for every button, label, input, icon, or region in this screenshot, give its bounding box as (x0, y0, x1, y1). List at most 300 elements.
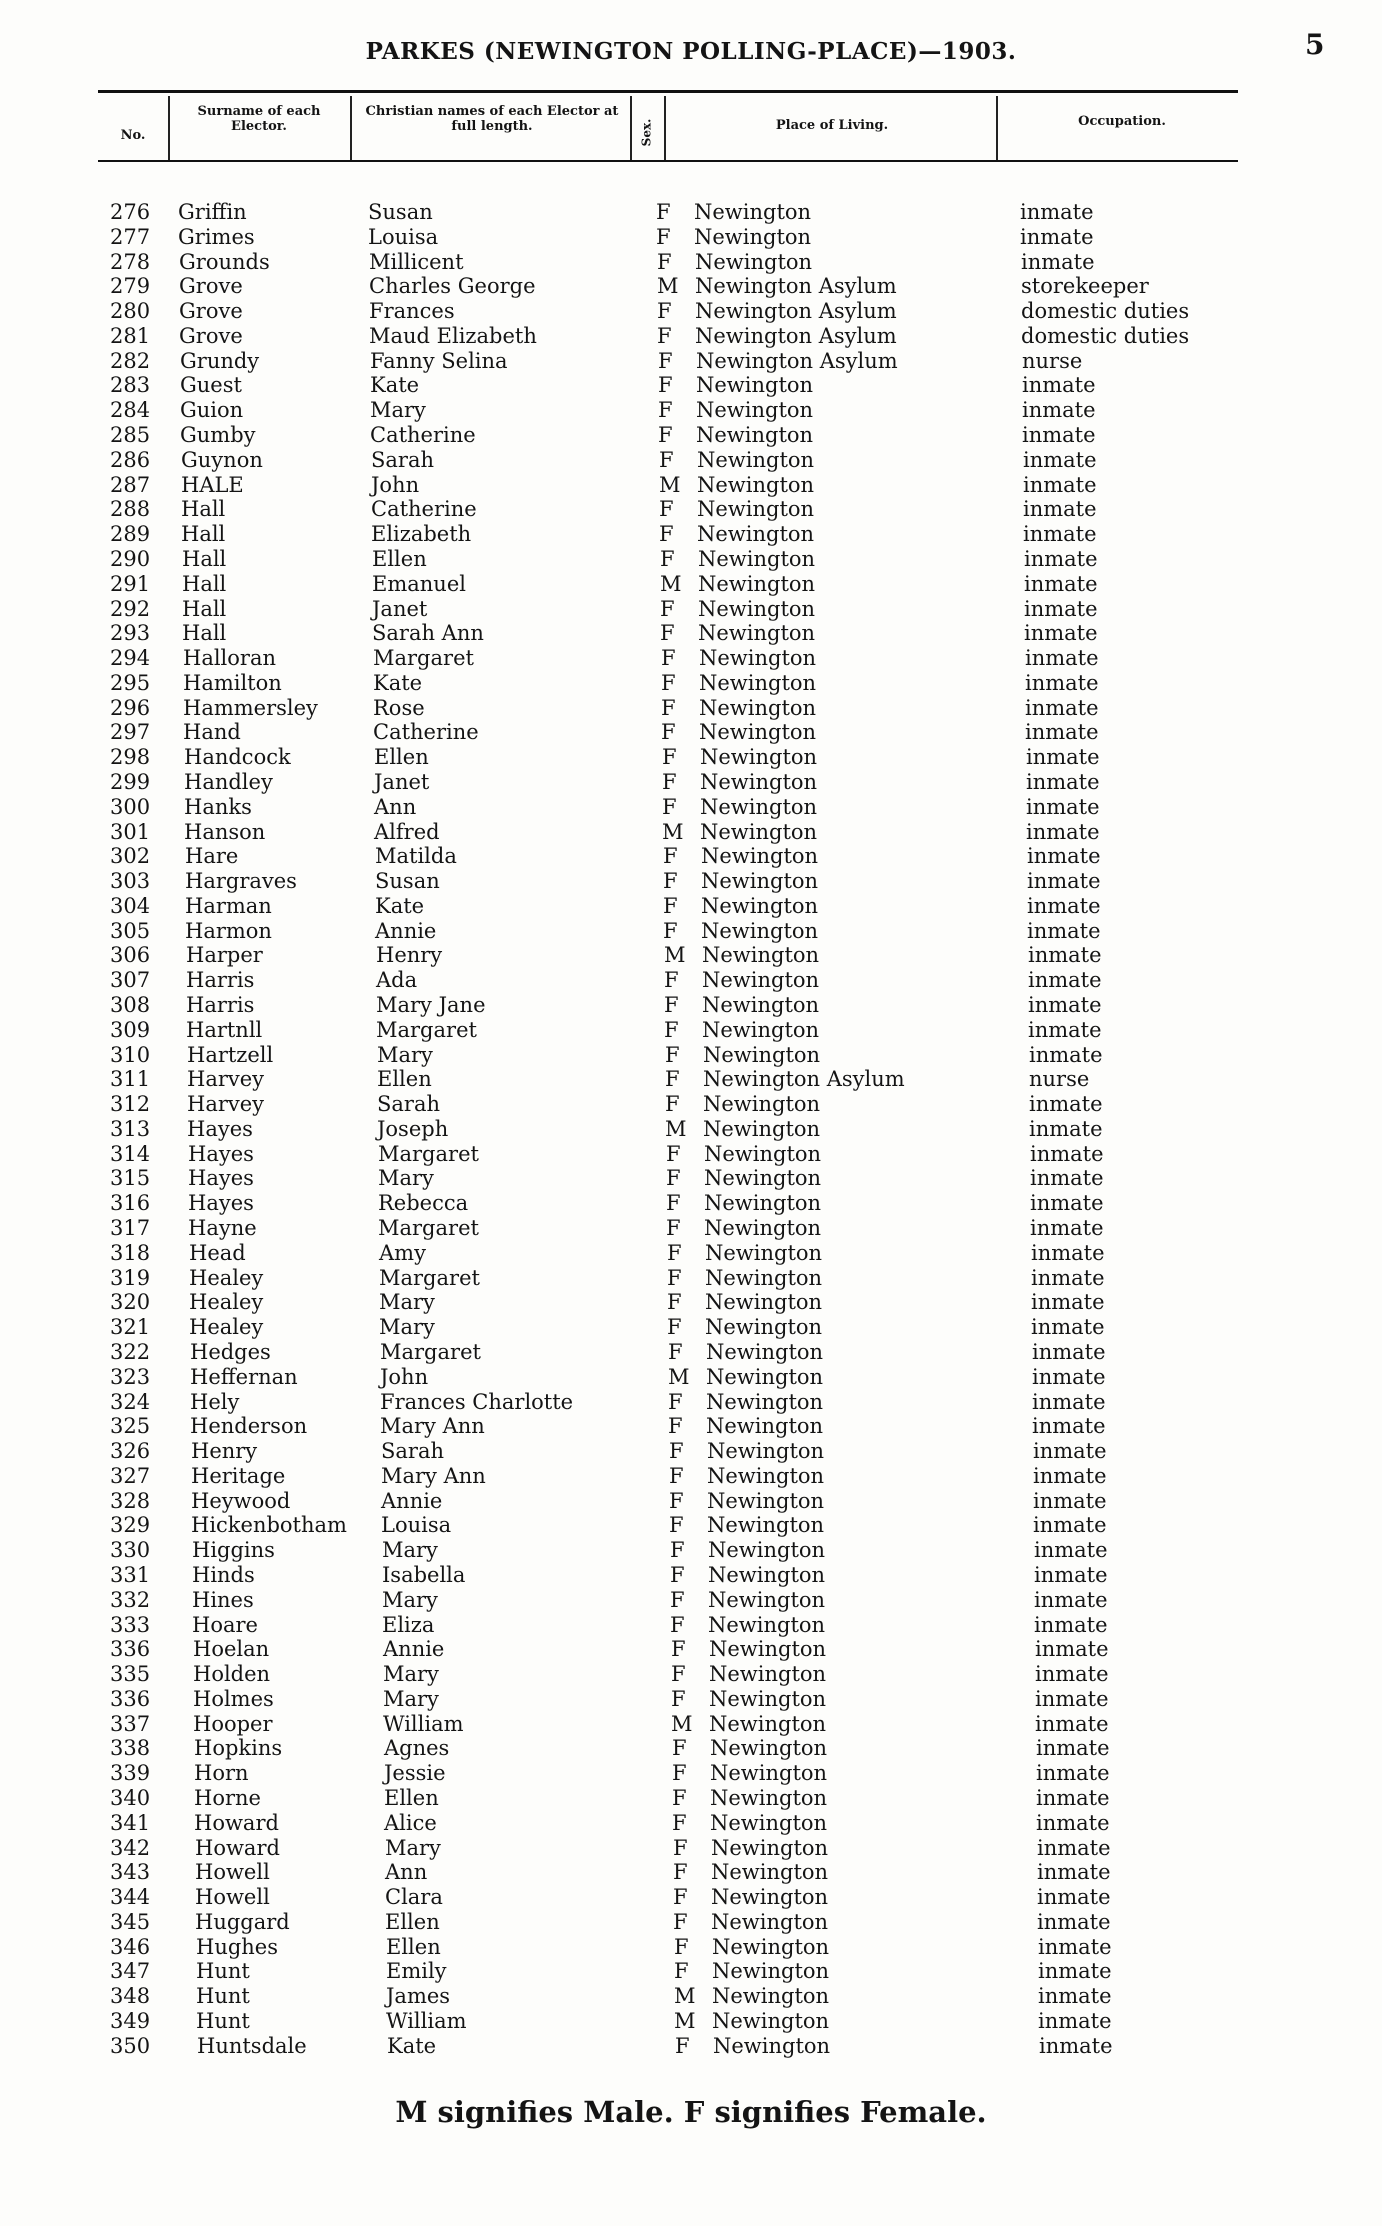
elector-sex: F (669, 1463, 684, 1488)
table-row (0, 1117, 1382, 1142)
elector-christian-names: Millicent (369, 249, 464, 274)
elector-place: Newington (711, 1909, 829, 1934)
elector-place: Newington (694, 224, 812, 249)
elector-surname: Grove (179, 323, 243, 348)
elector-number: 287 (110, 472, 151, 497)
elector-occupation: inmate (1029, 1116, 1103, 1141)
elector-occupation: inmate (1038, 1959, 1112, 1984)
elector-occupation: inmate (1030, 1216, 1104, 1241)
elector-place: Newington (713, 2033, 831, 2058)
elector-number: 347 (110, 1959, 151, 1984)
table-row (0, 646, 1382, 671)
elector-number: 312 (110, 1092, 151, 1117)
elector-number: 346 (110, 1934, 151, 1959)
table-row (0, 1142, 1382, 1167)
elector-number: 320 (110, 1290, 151, 1315)
elector-surname: Hely (190, 1389, 240, 1414)
table-row (0, 200, 1382, 225)
elector-sex: F (672, 1810, 687, 1835)
elector-sex: F (667, 1315, 682, 1340)
elector-number: 324 (110, 1389, 151, 1414)
elector-number: 288 (110, 497, 151, 522)
elector-place: Newington (698, 571, 816, 596)
elector-sex: F (672, 1736, 687, 1761)
table-row (0, 299, 1382, 324)
elector-sex: F (667, 1265, 682, 1290)
header-rule (98, 160, 1238, 162)
elector-christian-names: Alfred (374, 819, 440, 844)
elector-christian-names: Mary Ann (381, 1463, 486, 1488)
elector-christian-names: Henry (376, 943, 443, 968)
elector-surname: Hoelan (193, 1637, 270, 1662)
elector-christian-names: Margaret (379, 1265, 480, 1290)
elector-place: Newington (699, 720, 817, 745)
elector-number: 280 (110, 299, 151, 324)
elector-christian-names: Frances Charlotte (380, 1389, 574, 1414)
elector-occupation: inmate (1022, 423, 1096, 448)
elector-sex: F (675, 2033, 690, 2058)
elector-place: Newington (704, 1141, 822, 1166)
elector-occupation: inmate (1024, 621, 1098, 646)
elector-surname: Hall (182, 546, 227, 571)
table-row (0, 1340, 1382, 1365)
table-row (0, 1885, 1382, 1910)
elector-sex: M (665, 1116, 687, 1141)
elector-occupation: nurse (1022, 348, 1083, 373)
elector-sex: M (671, 1711, 693, 1736)
elector-place: Newington (711, 1835, 829, 1860)
elector-sex: F (658, 373, 673, 398)
elector-surname: Hand (183, 720, 241, 745)
table-row (0, 2009, 1382, 2034)
elector-number: 299 (110, 769, 151, 794)
elector-surname: Hayne (188, 1216, 257, 1241)
elector-christian-names: Annie (375, 918, 437, 943)
elector-number: 302 (110, 844, 151, 869)
table-row (0, 1241, 1382, 1266)
elector-place: Newington (696, 423, 814, 448)
elector-surname: Grove (179, 274, 243, 299)
table-row (0, 1166, 1382, 1191)
table-row (0, 993, 1382, 1018)
elector-occupation: inmate (1025, 670, 1099, 695)
elector-number: 337 (110, 1711, 151, 1736)
elector-number: 330 (110, 1538, 151, 1563)
table-row (0, 1018, 1382, 1043)
elector-surname: Holmes (193, 1686, 274, 1711)
elector-occupation: inmate (1028, 993, 1102, 1017)
table-row (0, 1489, 1382, 1514)
table-row (0, 1414, 1382, 1439)
elector-christian-names: Eliza (382, 1612, 435, 1637)
elector-number: 329 (110, 1513, 151, 1538)
elector-surname: Hall (182, 621, 227, 646)
elector-sex: F (663, 918, 678, 943)
elector-christian-names: Kate (373, 670, 423, 695)
table-row (0, 448, 1382, 473)
table-row (0, 943, 1382, 968)
elector-sex: F (669, 1488, 684, 1513)
elector-place: Newington (707, 1439, 825, 1464)
elector-occupation: domestic duties (1021, 323, 1190, 348)
elector-number: 322 (110, 1339, 151, 1364)
elector-christian-names: Janet (374, 769, 430, 794)
table-row (0, 1390, 1382, 1415)
elector-place: Newington (694, 200, 812, 224)
elector-surname: Hargraves (185, 869, 297, 894)
elector-surname: Howell (195, 1885, 270, 1910)
elector-christian-names: Ellen (385, 1909, 440, 1934)
elector-sex: F (671, 1637, 686, 1662)
elector-occupation: inmate (1024, 571, 1098, 596)
elector-place: Newington (697, 522, 815, 547)
elector-sex: F (661, 695, 676, 720)
elector-surname: Griffin (178, 200, 247, 224)
elector-christian-names: Annie (381, 1488, 443, 1513)
elector-surname: Hartzell (187, 1042, 274, 1067)
elector-christian-names: Mary (382, 1538, 438, 1563)
elector-place: Newington Asylum (695, 299, 897, 324)
elector-sex: F (667, 1290, 682, 1315)
elector-place: Newington (705, 1240, 823, 1265)
table-row (0, 1836, 1382, 1861)
elector-occupation: inmate (1035, 1711, 1109, 1736)
elector-number: 277 (110, 224, 151, 249)
elector-sex: F (665, 1042, 680, 1067)
elector-place: Newington (712, 2009, 830, 2034)
table-row (0, 1935, 1382, 1960)
elector-sex: F (673, 1860, 688, 1885)
elector-occupation: inmate (1034, 1562, 1108, 1587)
elector-surname: Harmon (185, 918, 272, 943)
elector-surname: Hall (181, 497, 226, 522)
elector-number: 316 (110, 1191, 151, 1216)
elector-number: 292 (110, 596, 151, 621)
elector-occupation: inmate (1031, 1290, 1105, 1315)
elector-number: 315 (110, 1166, 151, 1191)
elector-occupation: inmate (1037, 1885, 1111, 1910)
elector-place: Newington (708, 1562, 826, 1587)
elector-occupation: inmate (1024, 596, 1098, 621)
elector-surname: Hall (181, 522, 226, 547)
elector-place: Newington (707, 1463, 825, 1488)
elector-christian-names: Isabella (382, 1562, 466, 1587)
elector-number: 298 (110, 745, 151, 770)
elector-occupation: inmate (1029, 1092, 1103, 1117)
elector-sex: F (671, 1662, 686, 1687)
elector-surname: Howell (195, 1860, 270, 1885)
elector-number: 303 (110, 869, 151, 894)
elector-christian-names: Fanny Selina (370, 348, 508, 373)
elector-sex: F (674, 1934, 689, 1959)
table-row (0, 1266, 1382, 1291)
elector-place: Newington (705, 1315, 823, 1340)
elector-occupation: inmate (1028, 943, 1102, 968)
elector-occupation: inmate (1027, 893, 1101, 918)
elector-surname: Gumby (180, 423, 256, 448)
elector-surname: Henderson (190, 1414, 308, 1439)
elector-christian-names: Catherine (371, 497, 477, 522)
elector-christian-names: Kate (370, 373, 420, 398)
header-no: No. (120, 128, 146, 143)
elector-christian-names: Susan (368, 200, 433, 224)
elector-occupation: inmate (1034, 1612, 1108, 1637)
elector-christian-names: Rose (373, 695, 425, 720)
table-row (0, 1984, 1382, 2009)
elector-sex: F (657, 299, 672, 324)
elector-place: Newington (701, 893, 819, 918)
elector-surname: Howard (194, 1810, 279, 1835)
elector-occupation: inmate (1026, 769, 1100, 794)
elector-surname: Hall (182, 596, 227, 621)
elector-number: 321 (110, 1315, 151, 1340)
elector-place: Newington (708, 1612, 826, 1637)
column-divider (664, 96, 666, 160)
elector-occupation: inmate (1032, 1389, 1106, 1414)
elector-number: 342 (110, 1835, 151, 1860)
elector-christian-names: James (386, 1984, 451, 2009)
elector-number: 339 (110, 1761, 151, 1786)
elector-sex: M (668, 1364, 690, 1389)
elector-sex: F (674, 1959, 689, 1984)
elector-place: Newington (712, 1984, 830, 2009)
page-title: PARKES (NEWINGTON POLLING-PLACE)—1903. (365, 38, 1017, 65)
elector-sex: F (660, 546, 675, 571)
elector-number: 305 (110, 918, 151, 943)
elector-sex: M (662, 819, 684, 844)
elector-number: 335 (110, 1662, 151, 1687)
column-divider (630, 96, 632, 160)
elector-sex: F (668, 1339, 683, 1364)
elector-surname: Halloran (183, 646, 276, 671)
elector-number: 284 (110, 398, 151, 423)
elector-place: Newington (709, 1662, 827, 1687)
elector-surname: Holden (193, 1662, 271, 1687)
elector-number: 309 (110, 1017, 151, 1042)
header-place: Place of Living. (775, 118, 889, 133)
elector-sex: F (663, 844, 678, 869)
elector-christian-names: Jessie (384, 1761, 446, 1786)
elector-occupation: domestic duties (1021, 299, 1190, 324)
table-row (0, 1786, 1382, 1811)
elector-sex: F (661, 646, 676, 671)
elector-number: 323 (110, 1364, 151, 1389)
elector-christian-names: Clara (385, 1885, 443, 1910)
elector-occupation: inmate (1027, 844, 1101, 869)
elector-sex: F (672, 1761, 687, 1786)
elector-christian-names: Rebecca (378, 1191, 469, 1216)
elector-christian-names: Maud Elizabeth (369, 323, 537, 348)
table-row (0, 1043, 1382, 1068)
elector-surname: Huggard (195, 1909, 290, 1934)
elector-number: 343 (110, 1860, 151, 1885)
elector-place: Newington (709, 1637, 827, 1662)
elector-occupation: inmate (1033, 1513, 1107, 1538)
table-row (0, 2034, 1382, 2059)
sex-legend: M signifies Male. F signifies Female. (395, 2095, 987, 2129)
elector-occupation: inmate (1033, 1463, 1107, 1488)
table-row (0, 1290, 1382, 1315)
elector-place: Newington (697, 447, 815, 472)
elector-sex: M (674, 1984, 696, 2009)
top-rule (98, 90, 1238, 93)
elector-place: Newington (706, 1364, 824, 1389)
elector-occupation: inmate (1035, 1637, 1109, 1662)
table-row (0, 1811, 1382, 1836)
elector-christian-names: Elizabeth (371, 522, 472, 547)
elector-place: Newington (710, 1810, 828, 1835)
elector-number: 328 (110, 1488, 151, 1513)
elector-place: Newington (700, 819, 818, 844)
elector-place: Newington (702, 1017, 820, 1042)
elector-occupation: inmate (1023, 497, 1097, 522)
elector-occupation: inmate (1025, 646, 1099, 671)
elector-place: Newington (702, 943, 820, 968)
table-row (0, 1513, 1382, 1538)
elector-christian-names: Alice (384, 1810, 437, 1835)
elector-sex: F (666, 1216, 681, 1241)
elector-occupation: inmate (1035, 1686, 1109, 1711)
elector-occupation: nurse (1029, 1067, 1090, 1092)
elector-occupation: inmate (1032, 1339, 1106, 1364)
elector-number: 350 (110, 2033, 151, 2058)
elector-christian-names: Ellen (372, 546, 427, 571)
elector-occupation: inmate (1031, 1315, 1105, 1340)
elector-sex: F (656, 224, 671, 249)
elector-sex: F (670, 1538, 685, 1563)
elector-number: 296 (110, 695, 151, 720)
elector-surname: Guion (180, 398, 244, 423)
elector-christian-names: Sarah Ann (372, 621, 484, 646)
elector-place: Newington (695, 249, 813, 274)
elector-christian-names: Mary Jane (376, 993, 486, 1017)
page-number: 5 (1305, 28, 1325, 61)
elector-occupation: inmate (1031, 1265, 1105, 1290)
elector-surname: Hooper (193, 1711, 273, 1736)
elector-occupation: inmate (1027, 918, 1101, 943)
elector-sex: M (660, 571, 682, 596)
elector-number: 310 (110, 1042, 151, 1067)
elector-place: Newington (704, 1191, 822, 1216)
table-row (0, 473, 1382, 498)
elector-place: Newington (702, 968, 820, 993)
elector-occupation: inmate (1026, 819, 1100, 844)
elector-number: 297 (110, 720, 151, 745)
table-row (0, 621, 1382, 646)
elector-surname: Harper (186, 943, 263, 968)
elector-sex: F (663, 893, 678, 918)
elector-sex: M (659, 472, 681, 497)
elector-place: Newington (706, 1414, 824, 1439)
elector-sex: F (666, 1141, 681, 1166)
elector-place: Newington (712, 1934, 830, 1959)
elector-number: 331 (110, 1562, 151, 1587)
elector-occupation: inmate (1036, 1810, 1110, 1835)
elector-place: Newington (705, 1265, 823, 1290)
elector-christian-names: Mary (385, 1835, 441, 1860)
elector-sex: F (665, 1067, 680, 1092)
table-row (0, 1563, 1382, 1588)
table-row (0, 795, 1382, 820)
column-divider (350, 96, 352, 160)
table-row (0, 1538, 1382, 1563)
elector-sex: F (664, 968, 679, 993)
elector-surname: Grove (179, 299, 243, 324)
elector-surname: Harman (185, 893, 272, 918)
elector-christian-names: Ann (374, 794, 417, 819)
table-row (0, 1439, 1382, 1464)
elector-surname: Harris (186, 968, 255, 993)
elector-place: Newington (711, 1860, 829, 1885)
elector-surname: Head (189, 1240, 246, 1265)
elector-sex: F (673, 1885, 688, 1910)
elector-number: 308 (110, 993, 151, 1017)
elector-number: 338 (110, 1736, 151, 1761)
elector-sex: F (659, 447, 674, 472)
elector-occupation: inmate (1029, 1042, 1103, 1067)
table-row (0, 547, 1382, 572)
elector-christian-names: Sarah (377, 1092, 440, 1117)
elector-christian-names: Mary (370, 398, 426, 423)
elector-number: 336 (110, 1637, 151, 1662)
elector-christian-names: Annie (383, 1637, 445, 1662)
elector-place: Newington (696, 373, 814, 398)
elector-christian-names: Susan (375, 869, 440, 894)
elector-occupation: inmate (1028, 968, 1102, 993)
table-row (0, 1959, 1382, 1984)
table-row (0, 349, 1382, 374)
elector-christian-names: Emanuel (372, 571, 466, 596)
table-row (0, 1910, 1382, 1935)
elector-surname: Horn (194, 1761, 249, 1786)
table-row (0, 423, 1382, 448)
table-row (0, 1613, 1382, 1638)
elector-surname: Hayes (188, 1166, 254, 1191)
elector-number: 348 (110, 1984, 151, 2009)
elector-occupation: inmate (1034, 1538, 1108, 1563)
table-row (0, 274, 1382, 299)
table-row (0, 720, 1382, 745)
elector-place: Newington (703, 1092, 821, 1117)
elector-christian-names: Amy (379, 1240, 426, 1265)
elector-place: Newington (700, 769, 818, 794)
elector-occupation: inmate (1036, 1786, 1110, 1810)
elector-surname: Hickenbotham (191, 1513, 347, 1538)
elector-number: 295 (110, 670, 151, 695)
elector-sex: F (662, 794, 677, 819)
elector-surname: Hamilton (183, 670, 282, 695)
elector-sex: F (662, 769, 677, 794)
elector-sex: F (672, 1786, 687, 1810)
elector-christian-names: William (386, 2009, 467, 2034)
table-row (0, 225, 1382, 250)
elector-surname: Hanson (184, 819, 266, 844)
table-row (0, 373, 1382, 398)
elector-sex: M (657, 274, 679, 299)
elector-sex: M (664, 943, 686, 968)
elector-occupation: inmate (1032, 1414, 1106, 1439)
elector-number: 291 (110, 571, 151, 596)
elector-sex: F (662, 745, 677, 770)
table-row (0, 869, 1382, 894)
elector-surname: Hunt (196, 2009, 250, 2034)
elector-occupation: inmate (1023, 472, 1097, 497)
table-row (0, 1315, 1382, 1340)
elector-sex: F (658, 398, 673, 423)
elector-christian-names: John (380, 1364, 429, 1389)
elector-number: 294 (110, 646, 151, 671)
elector-occupation: inmate (1023, 522, 1097, 547)
